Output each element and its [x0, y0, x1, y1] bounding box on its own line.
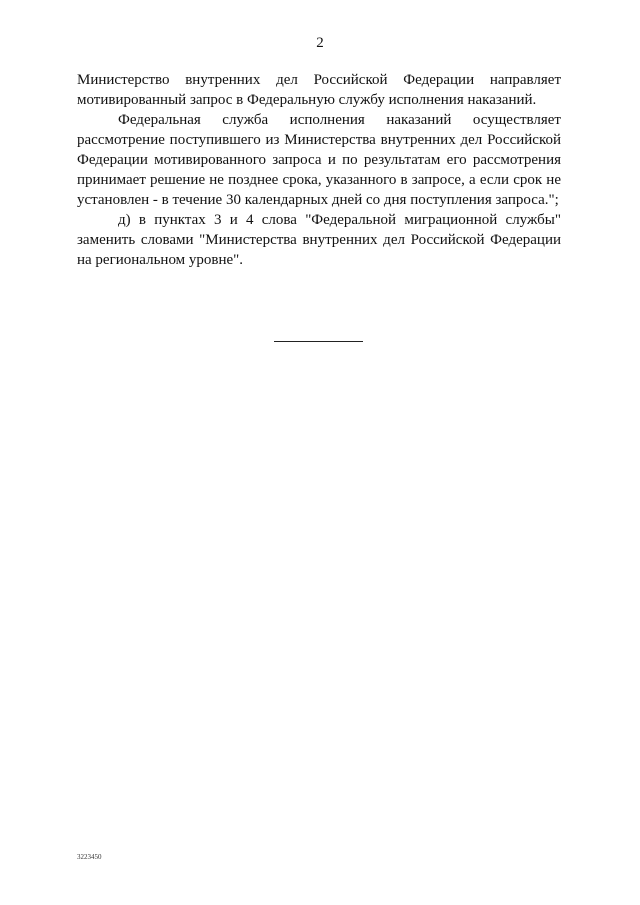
document-body: [77, 70, 561, 270]
paragraph-amendment-d: д) в пунктах 3 и 4 слова "Федеральной миграционной службы" заменить словами "Министерства внутренних дел Российской Федерации на региональном уровне".: [77, 212, 561, 268]
end-separator-line: [274, 341, 363, 342]
paragraph-fsin-review: Федеральная служба исполнения наказаний осуществляет рассмотрение поступившего из Министерства внутренних дел Российской Федерации мотивированного запроса и по результатам его рассмотрения принимает решение не позднее срока, указанного в запросе, а если срок не установлен - в течение 30 календарных дней со дня поступления запроса.";: [77, 112, 561, 208]
page-number: 2: [316, 35, 324, 51]
document-code: 3223450: [77, 853, 102, 861]
paragraph-mvd-request: Министерство внутренних дел Российской Федерации направляет мотивированный запрос в Федеральную службу исполнения наказаний.: [77, 72, 561, 108]
